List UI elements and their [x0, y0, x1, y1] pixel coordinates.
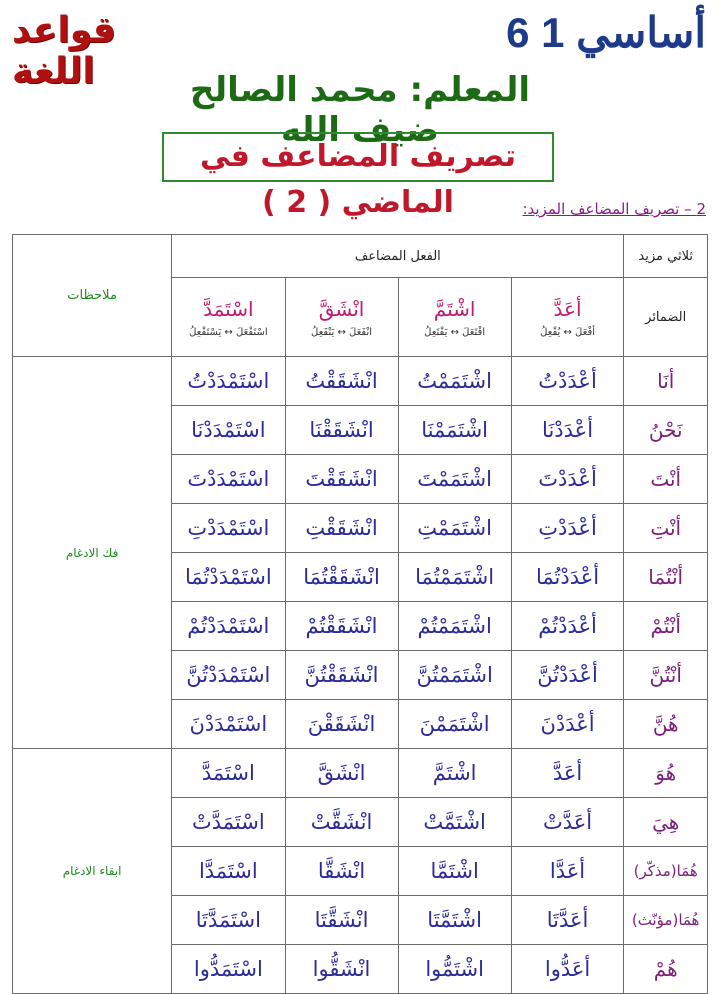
verb-pattern: انْفَعَلَ ↔ يَنْفَعِلُ — [311, 326, 373, 338]
pronoun-cell: أنَا — [624, 357, 708, 406]
form-cell: أعَدَّ — [511, 749, 624, 798]
verb-group-header: الفعل المضاعف — [172, 235, 624, 278]
form-cell: انْشَقَقْنَ — [285, 700, 398, 749]
form-cell: اسْتَمْدَدْتُ — [172, 357, 285, 406]
form-cell: انْشَقَقْنَا — [285, 406, 398, 455]
form-cell: انْشَقَّا — [285, 847, 398, 896]
form-cell: اسْتَمْدَدْتُنَّ — [172, 651, 285, 700]
form-cell: اسْتَمْدَدْتَ — [172, 455, 285, 504]
form-cell: اشْتَمَمْنَ — [398, 700, 511, 749]
verb-pattern: أفْعَلَ ↔ يُفْعِلُ — [540, 326, 596, 338]
form-cell: اسْتَمَدَّ — [172, 749, 285, 798]
form-cell: أعْدَدْتُمَا — [511, 553, 624, 602]
form-cell: انْشَقَّ — [285, 749, 398, 798]
form-cell: اسْتَمْدَدْنَا — [172, 406, 285, 455]
form-cell: أعْدَدْتُنَّ — [511, 651, 624, 700]
verb-header-4 — [172, 278, 285, 357]
verb-head-label: اسْتَمَدَّ — [203, 296, 254, 321]
form-cell: أعَدَّتْ — [511, 798, 624, 847]
form-cell: انْشَقَقْتَ — [285, 455, 398, 504]
form-cell: أعْدَدْتُ — [511, 357, 624, 406]
form-cell: اسْتَمْدَدْتِ — [172, 504, 285, 553]
verb-head-label: اشْتَمَّ — [433, 296, 476, 321]
form-cell: اسْتَمْدَدْنَ — [172, 700, 285, 749]
form-cell: أعَدَّا — [511, 847, 624, 896]
form-cell: اسْتَمَدَّا — [172, 847, 285, 896]
form-cell: اسْتَمَدُّوا — [172, 945, 285, 994]
verb-header-2 — [398, 278, 511, 357]
form-cell: أعَدُّوا — [511, 945, 624, 994]
verb-header-3 — [285, 278, 398, 357]
pronoun-cell: أنْتِ — [624, 504, 708, 553]
pronoun-cell: هُمَا(مؤنّث) — [624, 896, 708, 945]
form-cell: اشْتَمَمْتُمْ — [398, 602, 511, 651]
grade-label: 6 أساسي 1 — [506, 9, 706, 56]
verb-pattern: افْتَعَلَ ↔ يَفْتَعِلُ — [424, 326, 486, 338]
form-cell: أعْدَدْنَا — [511, 406, 624, 455]
form-cell: اسْتَمَدَّتْ — [172, 798, 285, 847]
form-cell: أعْدَدْنَ — [511, 700, 624, 749]
pronoun-cell: أنْتَ — [624, 455, 708, 504]
pronouns-header: الضمائر — [624, 278, 708, 357]
form-cell: اشْتَمَّتْ — [398, 798, 511, 847]
pronoun-cell: أنْتُمَا — [624, 553, 708, 602]
form-cell: انْشَقَقْتُمَا — [285, 553, 398, 602]
table-row — [13, 357, 708, 406]
form-cell: اسْتَمَدَّتَا — [172, 896, 285, 945]
pronoun-cell: أنْتُنَّ — [624, 651, 708, 700]
pronoun-cell: هِيَ — [624, 798, 708, 847]
form-cell: اشْتَمَّتَا — [398, 896, 511, 945]
form-cell: انْشَقَقْتِ — [285, 504, 398, 553]
pronoun-cell: نَحْنُ — [624, 406, 708, 455]
group1-note: فك الادغام — [13, 357, 172, 749]
pronoun-cell: هُمْ — [624, 945, 708, 994]
form-cell: اسْتَمْدَدْتُمَا — [172, 553, 285, 602]
form-cell: انْشَقُّوا — [285, 945, 398, 994]
conjugation-table — [12, 234, 708, 994]
table-row — [13, 749, 708, 798]
pronoun-cell: أنْتُمْ — [624, 602, 708, 651]
form-cell: اشْتَمُّوا — [398, 945, 511, 994]
form-cell: اشْتَمَمْتُ — [398, 357, 511, 406]
top-left-header: ثلاثي مزيد — [624, 235, 708, 278]
form-cell: أعْدَدْتَ — [511, 455, 624, 504]
subject-title: قواعد اللغة — [12, 10, 116, 92]
pronoun-cell: هُنَّ — [624, 700, 708, 749]
form-cell: انْشَقَّتْ — [285, 798, 398, 847]
notes-header: ملاحظات — [13, 235, 172, 357]
form-cell: أعَدَّتَا — [511, 896, 624, 945]
pronoun-cell: هُمَا(مذكّر) — [624, 847, 708, 896]
form-cell: انْشَقَقْتُمْ — [285, 602, 398, 651]
lesson-title: تصريف المضاعف في الماضي ( 2 ) — [162, 132, 554, 182]
form-cell: أعْدَدْتِ — [511, 504, 624, 553]
section-title: 2 – تصريف المضاعف المزيد: — [522, 200, 706, 218]
verb-pattern: اسْتَفْعَلَ ↔ يَسْتَفْعِلُ — [189, 326, 268, 338]
table-header-row — [13, 235, 708, 278]
verb-head-label: انْشَقَّ — [318, 296, 365, 321]
group2-note: ابقاء الادغام — [13, 749, 172, 994]
form-cell: أعْدَدْتُمْ — [511, 602, 624, 651]
form-cell: اشْتَمَّا — [398, 847, 511, 896]
form-cell: اشْتَمَمْتُمَا — [398, 553, 511, 602]
form-cell: اشْتَمَّ — [398, 749, 511, 798]
form-cell: اشْتَمَمْتِ — [398, 504, 511, 553]
teacher-name: المعلم: محمد الصالح ضيف الله — [189, 70, 531, 150]
verb-header-1 — [511, 278, 624, 357]
pronoun-cell: هُوَ — [624, 749, 708, 798]
form-cell: انْشَقَقْتُنَّ — [285, 651, 398, 700]
form-cell: اشْتَمَمْتُنَّ — [398, 651, 511, 700]
form-cell: انْشَقَّتَا — [285, 896, 398, 945]
form-cell: اسْتَمْدَدْتُمْ — [172, 602, 285, 651]
verb-head-label: أعَدَّ — [553, 296, 582, 321]
form-cell: اشْتَمَمْتَ — [398, 455, 511, 504]
form-cell: اشْتَمَمْنَا — [398, 406, 511, 455]
form-cell: انْشَقَقْتُ — [285, 357, 398, 406]
